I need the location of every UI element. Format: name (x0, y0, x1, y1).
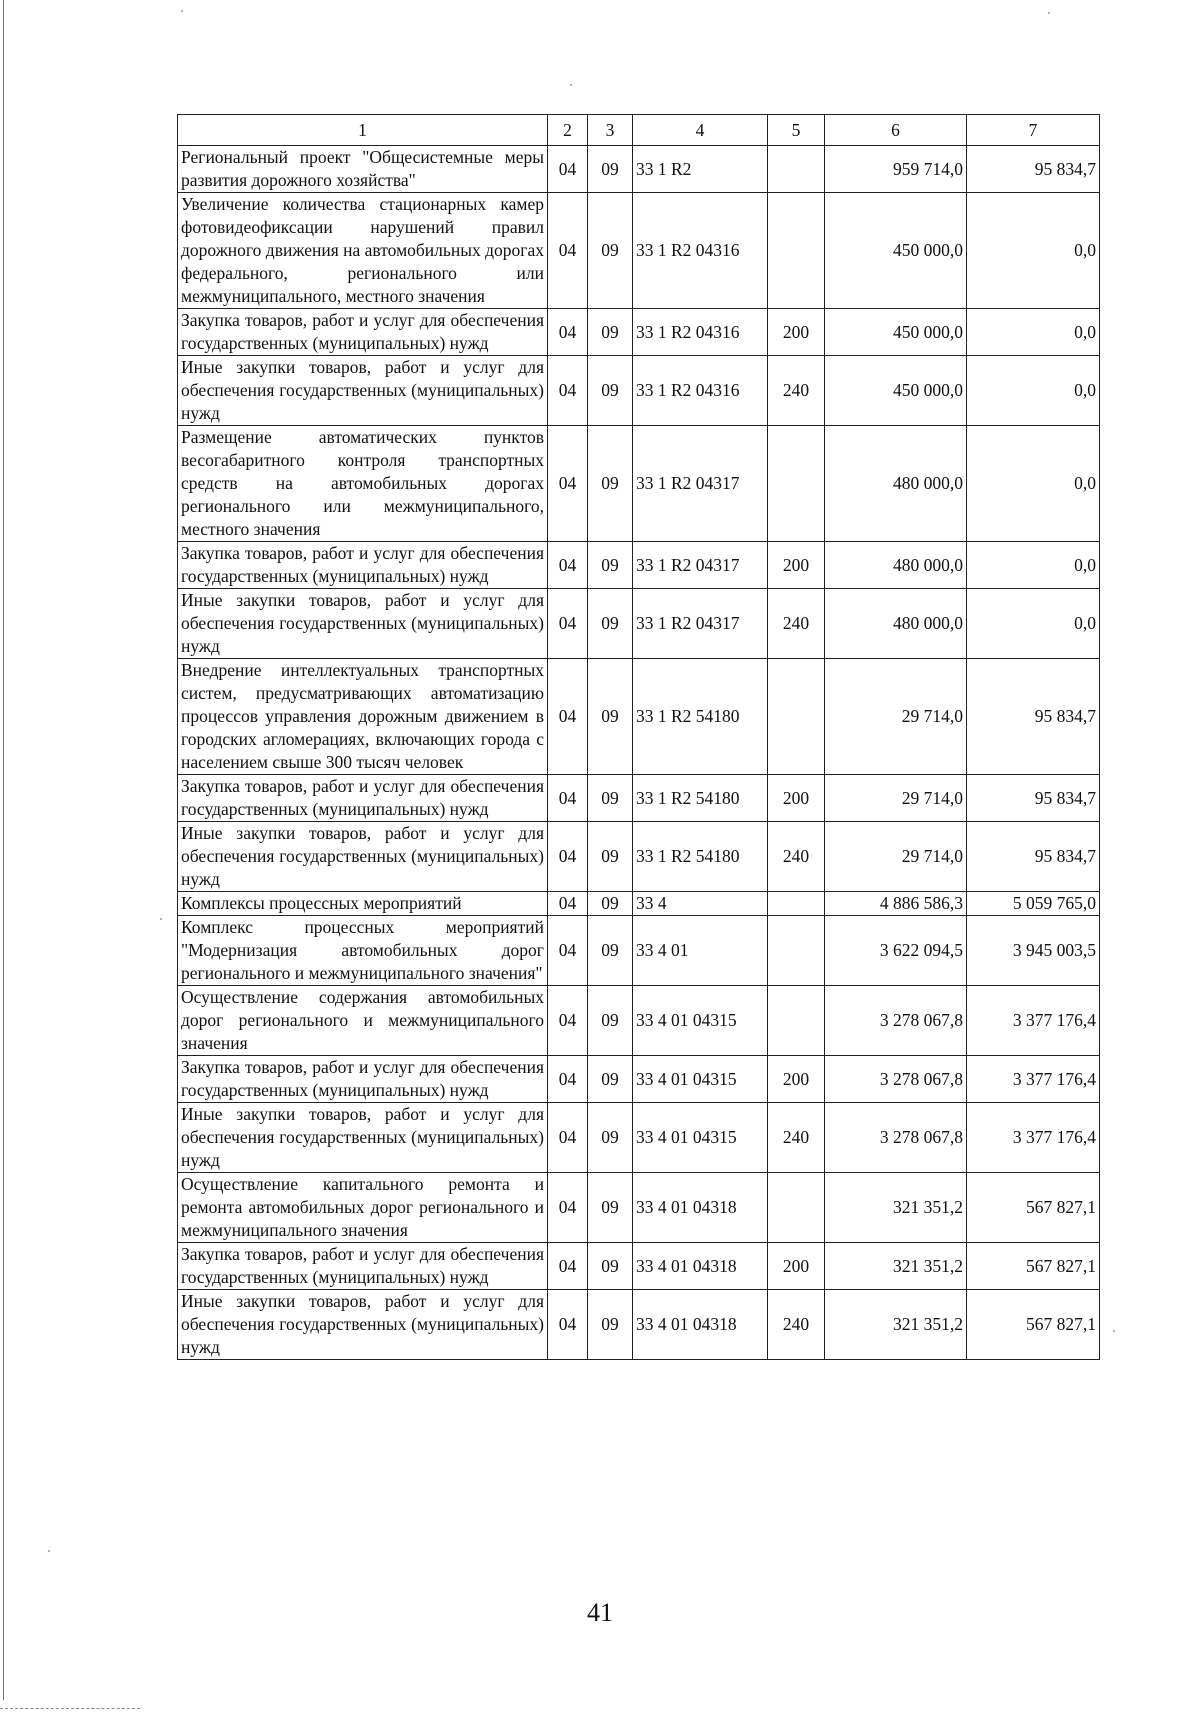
row-value1-cell: 29 714,0 (825, 775, 967, 822)
row-section-cell: 04 (548, 309, 588, 356)
row-type-cell: 240 (768, 356, 825, 426)
row-value2-cell: 95 834,7 (967, 659, 1100, 775)
row-name-cell: Осуществление капитального ремонта и ремонта автомобильных дорог регионального и межмуниципального значения (178, 1173, 548, 1243)
row-value2-cell: 95 834,7 (967, 146, 1100, 193)
row-name-cell: Иные закупки товаров, работ и услуг для обеспечения государственных (муниципальных) нужд (178, 822, 548, 892)
row-value1-cell: 321 351,2 (825, 1243, 967, 1290)
row-type-cell (768, 659, 825, 775)
table-row (178, 1103, 1100, 1173)
row-subsection-cell: 09 (588, 822, 633, 892)
row-code-cell: 33 4 01 (633, 916, 768, 986)
row-code-cell: 33 1 R2 (633, 146, 768, 193)
row-code-cell: 33 1 R2 04317 (633, 426, 768, 542)
row-subsection-cell: 09 (588, 659, 633, 775)
header-cell: 1 (178, 115, 548, 146)
row-section-cell: 04 (548, 1056, 588, 1103)
row-subsection-cell: 09 (588, 892, 633, 916)
header-cell: 4 (633, 115, 768, 146)
row-value1-cell: 480 000,0 (825, 589, 967, 659)
row-subsection-cell: 09 (588, 426, 633, 542)
row-subsection-cell: 09 (588, 589, 633, 659)
row-value2-cell: 95 834,7 (967, 775, 1100, 822)
row-value2-cell: 0,0 (967, 426, 1100, 542)
row-name-cell: Закупка товаров, работ и услуг для обеспечения государственных (муниципальных) нужд (178, 1243, 548, 1290)
row-type-cell (768, 193, 825, 309)
row-value1-cell: 480 000,0 (825, 426, 967, 542)
row-subsection-cell: 09 (588, 1173, 633, 1243)
table-row (178, 589, 1100, 659)
row-name-cell: Закупка товаров, работ и услуг для обеспечения государственных (муниципальных) нужд (178, 1056, 548, 1103)
row-type-cell: 240 (768, 589, 825, 659)
row-type-cell (768, 146, 825, 193)
table-row (178, 822, 1100, 892)
row-subsection-cell: 09 (588, 193, 633, 309)
row-name-cell: Закупка товаров, работ и услуг для обеспечения государственных (муниципальных) нужд (178, 775, 548, 822)
row-name-cell: Иные закупки товаров, работ и услуг для обеспечения государственных (муниципальных) нужд (178, 1290, 548, 1360)
table-row (178, 193, 1100, 309)
row-code-cell: 33 4 01 04315 (633, 986, 768, 1056)
scan-speck (48, 1550, 50, 1552)
row-value1-cell: 450 000,0 (825, 193, 967, 309)
row-type-cell (768, 426, 825, 542)
row-code-cell: 33 1 R2 04317 (633, 589, 768, 659)
row-code-cell: 33 1 R2 04317 (633, 542, 768, 589)
row-value2-cell: 0,0 (967, 193, 1100, 309)
table-row (178, 1173, 1100, 1243)
row-value2-cell: 95 834,7 (967, 822, 1100, 892)
row-value1-cell: 480 000,0 (825, 542, 967, 589)
row-subsection-cell: 09 (588, 146, 633, 193)
row-type-cell (768, 1173, 825, 1243)
row-code-cell: 33 1 R2 04316 (633, 309, 768, 356)
row-value2-cell: 0,0 (967, 589, 1100, 659)
row-subsection-cell: 09 (588, 1056, 633, 1103)
scan-speck (160, 918, 162, 920)
row-type-cell: 240 (768, 1103, 825, 1173)
row-value1-cell: 4 886 586,3 (825, 892, 967, 916)
row-type-cell (768, 916, 825, 986)
row-name-cell: Иные закупки товаров, работ и услуг для обеспечения государственных (муниципальных) нужд (178, 589, 548, 659)
row-section-cell: 04 (548, 146, 588, 193)
page-edge-dash (0, 1708, 140, 1709)
row-name-cell: Комплекс процессных мероприятий "Модернизация автомобильных дорог регионального и межмуниципального значения" (178, 916, 548, 986)
scan-speck (1048, 12, 1050, 14)
table-row (178, 775, 1100, 822)
row-name-cell: Внедрение интеллектуальных транспортных систем, предусматривающих автоматизацию процессов управления дорожным движением в городских агломерациях, включающих города с населением свыше 300 тысяч человек (178, 659, 548, 775)
row-subsection-cell: 09 (588, 309, 633, 356)
row-code-cell: 33 4 01 04318 (633, 1173, 768, 1243)
row-name-cell: Иные закупки товаров, работ и услуг для обеспечения государственных (муниципальных) нужд (178, 1103, 548, 1173)
row-section-cell: 04 (548, 659, 588, 775)
row-subsection-cell: 09 (588, 986, 633, 1056)
row-section-cell: 04 (548, 1290, 588, 1360)
row-value1-cell: 959 714,0 (825, 146, 967, 193)
table-row (178, 309, 1100, 356)
row-value2-cell: 567 827,1 (967, 1243, 1100, 1290)
row-value2-cell: 0,0 (967, 309, 1100, 356)
row-value1-cell: 450 000,0 (825, 309, 967, 356)
header-cell: 2 (548, 115, 588, 146)
row-section-cell: 04 (548, 589, 588, 659)
scan-speck (1113, 1330, 1115, 1332)
table-row (178, 1290, 1100, 1360)
row-value1-cell: 29 714,0 (825, 822, 967, 892)
row-code-cell: 33 1 R2 54180 (633, 822, 768, 892)
row-section-cell: 04 (548, 1243, 588, 1290)
table-row (178, 1056, 1100, 1103)
row-subsection-cell: 09 (588, 916, 633, 986)
row-type-cell: 200 (768, 542, 825, 589)
row-code-cell: 33 4 01 04318 (633, 1290, 768, 1360)
row-section-cell: 04 (548, 892, 588, 916)
table-row (178, 892, 1100, 916)
table-row (178, 542, 1100, 589)
row-value2-cell: 3 377 176,4 (967, 1103, 1100, 1173)
row-name-cell: Закупка товаров, работ и услуг для обеспечения государственных (муниципальных) нужд (178, 542, 548, 589)
row-name-cell: Иные закупки товаров, работ и услуг для обеспечения государственных (муниципальных) нужд (178, 356, 548, 426)
row-type-cell: 200 (768, 1243, 825, 1290)
row-subsection-cell: 09 (588, 1243, 633, 1290)
row-type-cell: 200 (768, 1056, 825, 1103)
row-section-cell: 04 (548, 356, 588, 426)
row-type-cell: 240 (768, 1290, 825, 1360)
row-section-cell: 04 (548, 542, 588, 589)
header-cell: 6 (825, 115, 967, 146)
row-code-cell: 33 4 01 04318 (633, 1243, 768, 1290)
row-section-cell: 04 (548, 426, 588, 542)
row-section-cell: 04 (548, 1173, 588, 1243)
row-value1-cell: 3 278 067,8 (825, 986, 967, 1056)
header-cell: 3 (588, 115, 633, 146)
row-value2-cell: 567 827,1 (967, 1173, 1100, 1243)
row-name-cell: Осуществление содержания автомобильных дорог регионального и межмуниципального значения (178, 986, 548, 1056)
row-value2-cell: 0,0 (967, 542, 1100, 589)
row-code-cell: 33 1 R2 54180 (633, 775, 768, 822)
header-cell: 7 (967, 115, 1100, 146)
table-row (178, 356, 1100, 426)
row-type-cell: 240 (768, 822, 825, 892)
row-type-cell (768, 892, 825, 916)
row-name-cell: Увеличение количества стационарных камер фотовидеофиксации нарушений правил дорожного движения на автомобильных дорогах федерального, регионального или межмуниципального, местного значения (178, 193, 548, 309)
row-subsection-cell: 09 (588, 1290, 633, 1360)
row-subsection-cell: 09 (588, 775, 633, 822)
scan-speck (570, 84, 572, 86)
header-cell: 5 (768, 115, 825, 146)
row-value1-cell: 29 714,0 (825, 659, 967, 775)
row-value2-cell: 3 377 176,4 (967, 1056, 1100, 1103)
table-row (178, 1243, 1100, 1290)
row-value1-cell: 321 351,2 (825, 1290, 967, 1360)
row-section-cell: 04 (548, 986, 588, 1056)
row-value1-cell: 3 278 067,8 (825, 1103, 967, 1173)
row-name-cell: Региональный проект "Общесистемные меры развития дорожного хозяйства" (178, 146, 548, 193)
row-code-cell: 33 4 (633, 892, 768, 916)
row-section-cell: 04 (548, 193, 588, 309)
row-value1-cell: 321 351,2 (825, 1173, 967, 1243)
page-number: 41 (587, 1598, 613, 1627)
row-value2-cell: 3 377 176,4 (967, 986, 1100, 1056)
row-code-cell: 33 1 R2 04316 (633, 193, 768, 309)
row-subsection-cell: 09 (588, 1103, 633, 1173)
row-value2-cell: 5 059 765,0 (967, 892, 1100, 916)
row-subsection-cell: 09 (588, 542, 633, 589)
row-code-cell: 33 4 01 04315 (633, 1103, 768, 1173)
row-name-cell: Комплексы процессных мероприятий (178, 892, 548, 916)
row-code-cell: 33 1 R2 04316 (633, 356, 768, 426)
row-type-cell: 200 (768, 775, 825, 822)
row-code-cell: 33 4 01 04315 (633, 1056, 768, 1103)
row-type-cell (768, 986, 825, 1056)
row-value2-cell: 567 827,1 (967, 1290, 1100, 1360)
row-section-cell: 04 (548, 822, 588, 892)
row-name-cell: Закупка товаров, работ и услуг для обеспечения государственных (муниципальных) нужд (178, 309, 548, 356)
row-code-cell: 33 1 R2 54180 (633, 659, 768, 775)
row-section-cell: 04 (548, 916, 588, 986)
budget-table (177, 114, 1100, 1360)
row-value1-cell: 3 278 067,8 (825, 1056, 967, 1103)
table-row (178, 659, 1100, 775)
row-name-cell: Размещение автоматических пунктов весогабаритного контроля транспортных средств на автомобильных дорогах регионального или межмуниципального, местного значения (178, 426, 548, 542)
table-header-row (178, 115, 1100, 146)
row-type-cell: 200 (768, 309, 825, 356)
row-section-cell: 04 (548, 1103, 588, 1173)
page-edge-line (3, 0, 4, 1700)
table-row (178, 916, 1100, 986)
row-section-cell: 04 (548, 775, 588, 822)
table-row (178, 986, 1100, 1056)
scan-speck (181, 10, 183, 12)
row-value2-cell: 0,0 (967, 356, 1100, 426)
row-value2-cell: 3 945 003,5 (967, 916, 1100, 986)
table-row (178, 146, 1100, 193)
row-value1-cell: 450 000,0 (825, 356, 967, 426)
row-subsection-cell: 09 (588, 356, 633, 426)
row-value1-cell: 3 622 094,5 (825, 916, 967, 986)
table-row (178, 426, 1100, 542)
